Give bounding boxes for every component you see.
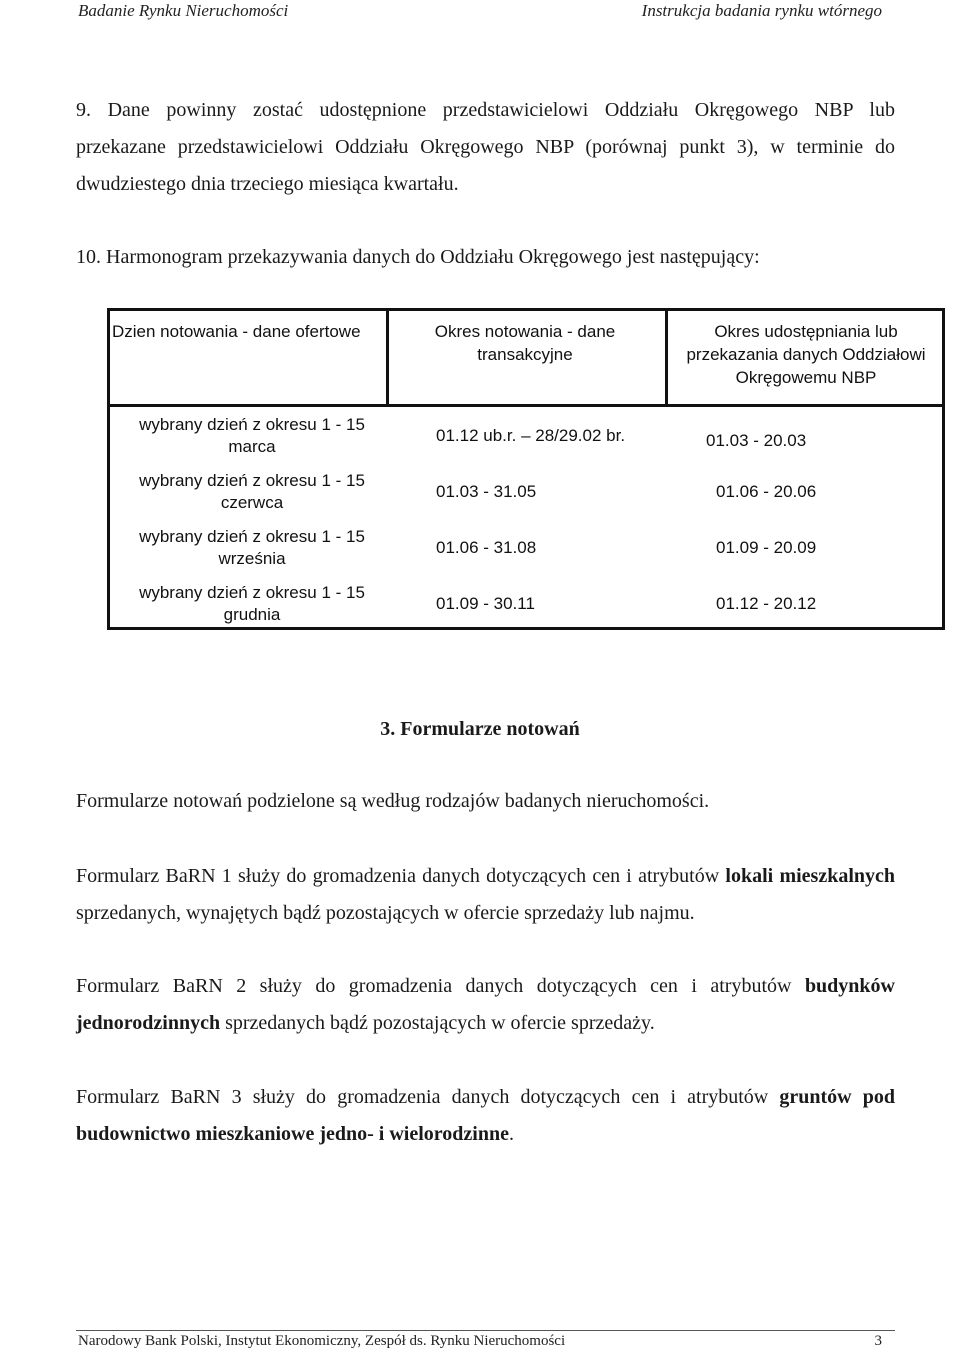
barn-3-bold: gruntów pod budownictwo mieszkaniowe jedno- i wielorodzinne	[76, 1086, 895, 1145]
table-row-4-day-line-2: grudnia	[223, 605, 281, 624]
running-header-right: Instrukcja badania rynku wtórnego	[641, 1, 882, 20]
barn-3-text-end: .	[508, 1123, 514, 1145]
table-row-3-day-line-2: września	[218, 549, 286, 568]
table-header-offer-day: Dzien notowania - dane ofertowe	[112, 322, 361, 341]
barn-3-paragraph	[76, 1079, 895, 1153]
table-row-1-day	[112, 414, 392, 458]
table-row-3-transaction: 01.06 - 31.08	[436, 538, 537, 557]
barn-2-bold: budynków jednorodzinnych	[76, 975, 895, 1034]
table-row-2-day-line-2: czerwca	[220, 493, 284, 512]
table-row-4-day	[112, 582, 392, 626]
footer-institution: Narodowy Bank Polski, Instytut Ekonomiczny, Zespół ds. Rynku Nieruchomości	[78, 1333, 566, 1349]
section-3-intro-text: Formularze notowań podzielone są według rodzajów badanych nieruchomości.	[76, 790, 710, 812]
table-row-4-day-line-1: wybrany dzień z okresu 1 - 15	[139, 583, 365, 602]
table-row-3-delivery: 01.09 - 20.09	[716, 538, 817, 557]
item-9-paragraph	[76, 92, 895, 203]
barn-2-text-end: sprzedanych bądź pozostających w ofercie sprzedaży.	[225, 1012, 655, 1034]
item-10-text: 10. Harmonogram przekazywania danych do Oddziału Okręgowego jest następujący:	[76, 246, 760, 268]
table-header-delivery-period: Okres udostępniania lub przekazania danych Oddziałowi Okręgowemu NBP	[686, 322, 926, 387]
footer-divider	[76, 1330, 895, 1331]
table-header-transaction-period: Okres notowania - dane transakcyjne	[434, 322, 616, 364]
item-9-line-1: 9. Dane powinny zostać udostępnione przedstawicielowi Oddziału Okręgowego NBP lub	[76, 99, 895, 121]
table-row-2-day-line-1: wybrany dzień z okresu 1 - 15	[139, 471, 365, 490]
table-column-divider-1	[386, 308, 389, 407]
table-row-3-day-line-1: wybrany dzień z okresu 1 - 15	[139, 527, 365, 546]
table-row-1-transaction: 01.12 ub.r. – 28/29.02 br.	[436, 426, 626, 445]
page-number: 3	[874, 1333, 882, 1349]
barn-2-paragraph	[76, 968, 895, 1042]
table-header-divider	[107, 404, 945, 407]
table-row-2-day	[112, 470, 392, 514]
table-row-1-delivery: 01.03 - 20.03	[706, 431, 807, 450]
item-9-line-2: przekazane przedstawicielowi Oddziału Okręgowego NBP (porównaj punkt 3), w terminie do	[76, 136, 895, 158]
table-row-2-transaction: 01.03 - 31.05	[436, 482, 537, 501]
barn-3-text: Formularz BaRN 3 służy do gromadzenia danych dotyczących cen i atrybutów	[76, 1086, 769, 1108]
item-9-line-3: dwudziestego dnia trzeciego miesiąca kwartału.	[76, 173, 459, 195]
item-10-paragraph	[76, 239, 895, 276]
barn-2-text: Formularz BaRN 2 służy do gromadzenia danych dotyczących cen i atrybutów	[76, 975, 792, 997]
table-row-4-delivery: 01.12 - 20.12	[716, 594, 817, 613]
barn-1-paragraph	[76, 858, 895, 932]
section-3-intro	[76, 783, 895, 820]
table-row-3-day	[112, 526, 392, 570]
table-column-divider-2	[665, 308, 668, 407]
barn-1-text: Formularz BaRN 1 służy do gromadzenia danych dotyczących cen i atrybutów	[76, 865, 720, 887]
section-3-title: 3. Formularze notowań	[380, 718, 580, 740]
barn-1-text-end: sprzedanych, wynajętych bądź pozostających w ofercie sprzedaży lub najmu.	[76, 902, 695, 924]
running-header-left: Badanie Rynku Nieruchomości	[78, 1, 289, 20]
table-row-1-day-line-1: wybrany dzień z okresu 1 - 15	[139, 415, 365, 434]
table-row-2-delivery: 01.06 - 20.06	[716, 482, 817, 501]
barn-1-bold: lokali mieszkalnych	[725, 865, 895, 887]
table-row-4-transaction: 01.09 - 30.11	[436, 594, 535, 613]
table-row-1-day-line-2: marca	[228, 437, 276, 456]
